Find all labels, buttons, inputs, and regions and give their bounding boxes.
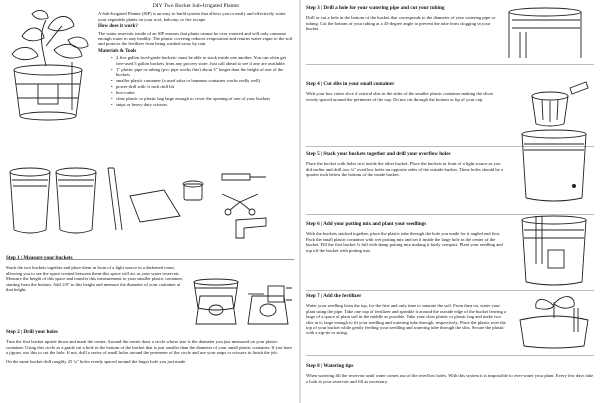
step5-text: Place the bucket with holes in it inside the other bucket. Place the buckets in front of a light source as you did earlier and drill two ¼" overflow holes on opposite sides of the outside bucket. These holes should be a quarter inch below the bottom of the inside bucket. [306,161,503,178]
materials-item: • 1" plastic pipe or tubing (pvc pipe works fine) about 3" longer than the height of one of the buckets [116,67,294,78]
materials-item: • power drill with ¼ inch drill bit [116,84,294,89]
step1-heading: Step 1 | Measure your buckets [6,255,73,261]
step3-heading: Step 3 | Drill a hole for your watering pipe and cut your tubing [306,5,445,11]
step2-heading: Step 2 | Drill your holes [6,329,58,335]
materials-item: • smaller plastic container (a used salsa or hummus container works really well) [116,78,294,83]
page-title: DIY Two Bucket Sub-Irrigated Planter [152,3,240,9]
step6-section [306,222,506,256]
materials-heading: Materials & Tools [98,48,137,54]
step7-text: Water your seedling from the top, for the first and only time to saturate the soil. From then on, water your plant using the pipe. Take one cup of fertilizer and sprinkle it around the outside edge of the bucket leaving a large of a space of plain soil in the middle as possible. Take your clear plastic or plastic bag and make two slits in it, large enough to fit your seedling and watering tube through, respectively. Place the plastic over the top of your bucket while gently feeding your seedling and watering tube through the slits. Secure the plastic with a zip-tie or string. [306,303,506,336]
step6-heading: Step 6 | Add your potting mix and plant your seedlings [306,221,427,227]
planter-illustration [2,6,94,124]
how-heading: How does it work? [98,24,138,30]
step3-text: Drill or cut a hole in the bottom of the bucket that corresponds to the diameter of your watering pipe or tubing. Cut the bottom of your tubing at a 45-degree angle to prevent the tube from clogging in your bucket. [306,15,496,32]
step4-heading: Step 4 | Cut slits in your small container [306,81,395,87]
step1-section [6,256,184,295]
materials-item: • 2 five gallon food-grade buckets- must be able to stack inside one another. You can often get free-used 5 gallon buckets from any grocery store. Just call ahead to see if any are available. [116,55,294,66]
step7-illustration [514,288,594,350]
step7-heading: Step 7 | Add the fertilizer [306,293,362,299]
step2-section [6,330,294,367]
step8-heading: Step 8 | Watering tips [306,363,354,369]
materials-item: • snips or heavy duty scissors [116,102,294,107]
step2-text-2: On the same bucket drill roughly 25 ¼" holes evenly spaced around the larger hole you just made. [6,358,187,364]
step4-illustration [526,80,592,134]
intro-text: A Sub-Irrigated Planter (SIP) is an easy to build system that allows you to easily and effectively water your vegetable plants on your roof, balcony, or fire escape. [98,11,286,22]
step1-text: Stack the two buckets together and place them in front of a light source in a darkened room, allowing you to see the space created between them-this space will act as your water reservoir. Measure the height of this space and transfer this measurement to your smaller plastic container, starting from the bottom. Add 1/8" to this height and measure the diameter of your container at that height. [6,265,184,293]
step3-section [306,6,502,35]
step5-section [306,152,506,181]
step8-text: When watering fill the reservoir until water comes out of the overflow holes. With this system it is impossible to over-water your plant. Every few days take a look at your reservoir and fill as necessary. [306,373,594,384]
intro-section [98,4,294,108]
step3-illustration [500,6,590,62]
step6-text: With the buckets stacked together, place the plastic tube through the hole you made for it angled end first. Pack the small plastic container with wet potting mix and set it inside the large hole in the center of the bucket. Fill the first bucket ¾ full with damp potting mix making it fairly compact. Plant your seedling and top off the bucket with potting mix. [306,231,503,253]
right-page [300,0,600,403]
step7-rule [306,355,594,356]
step6-illustration [514,212,594,288]
step8-section [306,364,594,387]
step3-rule [306,64,594,65]
how-text: The water reservoir inside of an SIP ensures that plants cannot be over watered and will only consume enough water to stay healthy. The plastic covering reduces evaporation and returns water vapor to the soil and protects the fertilizer from being washed away by rain. [98,30,293,47]
materials-item: • clear plastic or plastic bag large enough to cover the opening of one of your buckets [116,96,294,101]
step2-illustration [190,292,296,328]
materials-item: • box-cutter [116,90,294,95]
step2-text-1: Turn the first bucket upside down and mark the center. Around the center draw a circle whose size is the diameter you just measured on your plastic container. Using this circle as a guide cut a hole in the bottom of the bucket that is just smaller than the diameter of your small plastic container. If you have a jigsaw, use this to cut the hole. If not, drill a series of small holes around the perimeter of the circle and use your snips or scissors to finish the job. [6,339,293,356]
step5-illustration [514,128,594,206]
materials-illustration [4,160,296,240]
step4-section [306,82,506,105]
step4-text: With your box cutter slice 4 vertical slits in the sides of the smaller plastic container making the slices evenly spaced around the perimeter of the cup. Do not cut through the bottom or lip of your cup. [306,91,494,102]
step5-heading: Step 5 | Stack your buckets together and drill your overflow holes [306,151,451,157]
step7-section [306,294,506,339]
materials-list [116,55,294,107]
